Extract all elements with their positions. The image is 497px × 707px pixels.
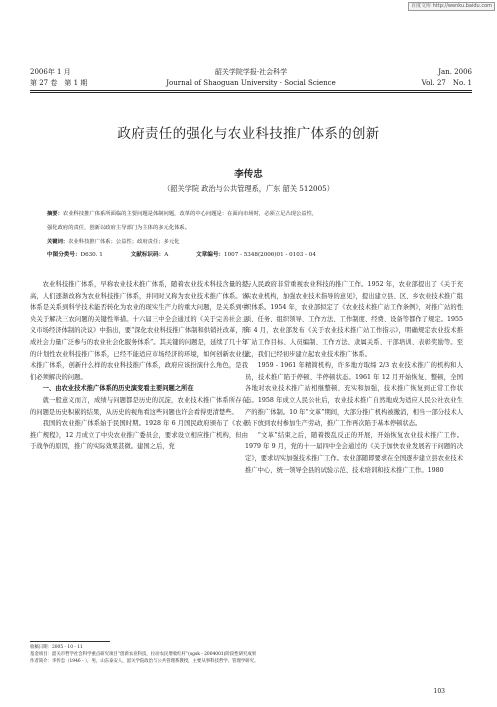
footnote-fund: 基金项目：韶关市哲学社会科学重点研究项目“创新农业科技，拉动农民增收红杆”(sgsk - 2004001)阶段性研究成果 bbox=[30, 652, 257, 657]
article-author: 李传忠 bbox=[234, 169, 263, 180]
abstract-label: 摘要： bbox=[47, 211, 63, 217]
abstract bbox=[47, 210, 472, 218]
paragraph: 我国的农业推广体系始于民国时期。1928 年 6 月国民政府颁布了《农业推广规程》，12 月成立了中央农业推广委员会，要求设立相应推广机构，但由于战争的原因，推广的实际效果甚微。建国之后，党 bbox=[30, 420, 248, 451]
paragraph: 1959 - 1961 年精简机构，许多地方取缔 2/3 农业技术推广的机构和人员，技术推广陷于停顿、半停顿状态。1961 年 12 月开始恢复、整顿，全国各地对农业技术推广站相继整顿、充实和加强，技术推广恢复到正常工作状态。1958 年成立人民公社后，农业技术推广自然地成为适应人民公社农业生产的推广体制。10 年“文革”期间，大部分推广机构被撤消，相当一部分技术人员下放到农村参加生产劳动，推广工作再次陷于基本停顿状态。 bbox=[245, 362, 463, 428]
header-issue-cn: 2006年 1 月 bbox=[30, 68, 71, 76]
section-heading: 一、由农业技术推广体系的历史演变看主要问题之所在 bbox=[42, 385, 194, 393]
document-code: 文献标识码：A bbox=[130, 252, 169, 258]
abstract-continued bbox=[47, 224, 472, 232]
abstract-text-2: 强化政府的责任，创新以政府主导部门为主体的多元化体系。 bbox=[47, 225, 191, 231]
paragraph: 农业科技推广体系，早称农业技术推广体系，随着农业技术科技含量的提高，人们逐渐改称为农业科技推广体系，并同时又称为农业技术推广体系。该体系是关系到科学技术能否转化为农业的现实生产力的重大问题，是关系到中央关于解决三农问题的关键性举措。十六届三中全会通过的《关于完善社会主义市场经济体制的决议》中指出，要“深化农业科技推广体制和供销社改革，形成社会力量广泛参与的农业社会化服务体系”。其关键的问题是，延续了几十年的计划性农业科技推广体系，已经不能适应市场经济的环境，如何创新农业技术推广体系，创新什么样的农业科技推广体系，政府应该扮演什么角色，是我们必须解决的问题。 bbox=[30, 281, 248, 381]
body-column-right bbox=[245, 279, 463, 476]
article-title: 政府责任的强化与农业科技推广体系的创新 bbox=[117, 126, 380, 142]
header-volume-en: Vol. 27 No. 1 bbox=[421, 79, 472, 87]
keywords-text: 农业科技推广体系；公益性；政府责任；多元化 bbox=[68, 239, 180, 245]
keywords-label: 关键词： bbox=[47, 239, 69, 245]
header-rule-thin bbox=[30, 92, 472, 93]
watermark: 百度文库 http://wenku.baidu.com bbox=[408, 2, 495, 11]
paragraph: 就一般意义而言，成绩与问题都是历史的沉淀，农业技术推广体系所存在的问题是历史积累的结果，从历史的视角看这些问题也许会看得更清楚些。 bbox=[30, 396, 248, 416]
header-issue-en: Jan. 2006 bbox=[438, 68, 472, 76]
header-journal-cn: 韶关学院学报·社会科学 bbox=[214, 68, 288, 76]
abstract-text: 农业科技推广体系所面临的主要问题是体制问题，改革的中心问题是：在面向市场时，必须立足凸现公益性， bbox=[62, 211, 318, 217]
article-id: 文章编号：1007 - 5348(2006)01 - 0103 - 04 bbox=[196, 252, 316, 258]
footnote-author-bio: 作者简介：李传忠（1946 - ），男，山东泰安人，韶关学院政治与公共管理系教授，主要从事科技哲学、管理学研究。 bbox=[30, 659, 259, 664]
footnote-rule bbox=[30, 641, 110, 642]
page-number: 103 bbox=[433, 688, 445, 695]
header-journal-en: Journal of Shaoguan University · Social Science bbox=[166, 79, 336, 87]
paragraph: 与人民政府非常重视农业科技的推广工作。1952 年，农业部提出了《关于充实农业机构，加强农业技术指导的意见》，提出建立县、区、乡农业技术推广组织体系。1954 年，农业部拟定了《农业技术推广站工作条例》，对推广站的性质、任务、组织领导、工作方法、工作制度、经费、设备等都作了规定。1955 年 4 月，农业部发布《关于农业技术推广站工作指示》，明确规定农业技术推广站工作目标、人员编制、工作方法、隶属关系、干部培训、表彰奖励等。至此，我们已经初步建立起农业技术推广体系。 bbox=[245, 281, 463, 358]
keywords bbox=[47, 238, 472, 246]
clc-number: 中图分类号：D630. 1 bbox=[47, 252, 103, 258]
header-rule-thick bbox=[30, 90, 472, 91]
header-volume-cn: 第 27 卷 第 1 期 bbox=[30, 79, 88, 87]
body-column-left bbox=[30, 279, 248, 453]
footnote-received: 收稿日期：2005 - 10 - 11 bbox=[30, 645, 83, 650]
classification-line bbox=[47, 251, 472, 259]
paragraph: “文革”结束之后，随着拨乱反正的开展，开始恢复农业技术推广工作。1979 年 9 月，党的十一届四中全会通过的《关于加快农业发展若干问题的决定》，要求切实加强技术推广工作。农业部随即要求在全国逐步建立县农业技术推广中心，统一领导全县的试验示范、技术培训和技术推广工作。1980 bbox=[245, 431, 463, 474]
author-affiliation: （韶关学院 政治与公共管理系，广东 韶关 512005） bbox=[163, 184, 334, 193]
